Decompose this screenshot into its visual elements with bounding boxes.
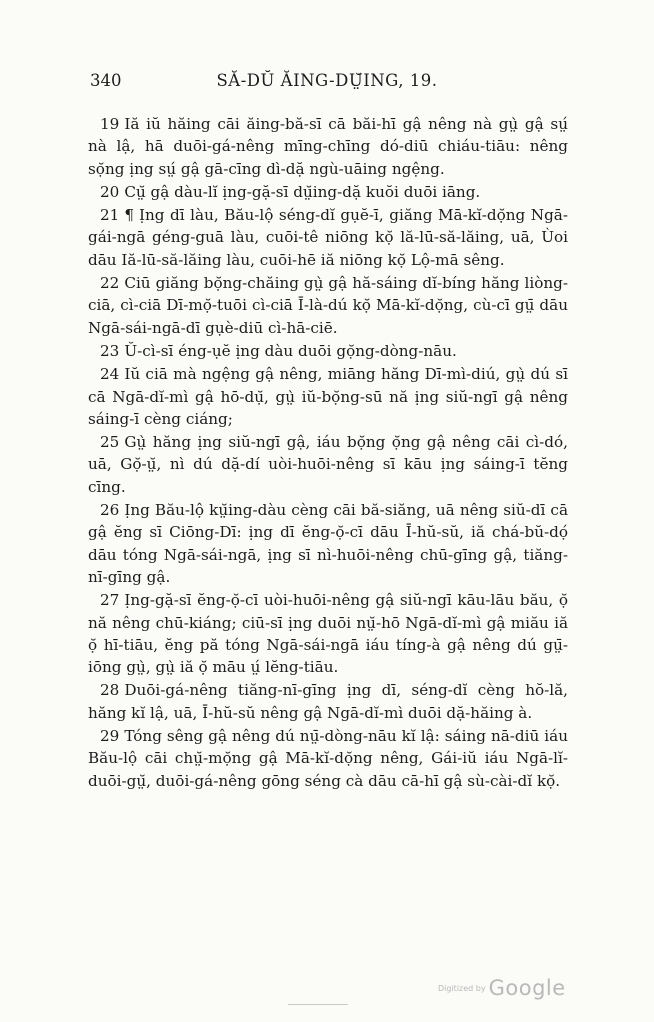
verse-26 [88, 499, 568, 588]
bottom-rule [288, 1004, 348, 1005]
verse-number: 28 [100, 681, 120, 700]
verse-28 [88, 679, 568, 724]
google-logo: Google [488, 976, 566, 1000]
verse-text: Ịng Bău-lộ kṳ̆ing-dàu cèng cāi bă-siăng, uā nêng siŭ-dī cā gậ ĕng sī Ciōng-Dī: ịng dī ĕng-ọ̆-cī dāu Ī-hŭ-sŭ, iă chá-bŭ-dọ́ dāu tóng Ngā-sái-ngā, ịng sī nì-huōi-nêng chū-gīng gậ, tiăng-nī-gīng gậ. [88, 501, 568, 586]
verse-number: 20 [100, 182, 120, 201]
verse-number: 25 [100, 433, 120, 452]
verse-number: 29 [100, 727, 120, 746]
verse-text: Gṳ̀ hăng ịng siŭ-ngī gậ, iáu bọ̆ng ọ̆ng gậ nêng cāi cì-dó, uā, Gọ̆-ṳ̆, nì dú dặ-dí uòi-huōi-nêng sī kāu ịng sáing-ī tĕng cīng. [88, 433, 568, 496]
google-watermark [438, 976, 566, 1000]
verse-number: 26 [100, 501, 120, 520]
verse-24 [88, 363, 568, 430]
verse-number: 23 [100, 341, 120, 360]
verse-text: Ịng-gặ-sī ĕng-ọ̆-cī uòi-huōi-nêng gậ siŭ-ngī kāu-lāu bău, ọ̆ nă nêng chū-kiáng; ciū-sī ịng duōi nṳ̆-hō Ngā-dĭ-mì gậ miău iă ọ̆ hī-tiāu, ĕng pă tóng Ngā-sái-ngā iáu tíng-à gậ nêng dú gṳ̄-iōng gṳ̀, gṳ̀ iă ọ̆ māu ṳ́ lĕng-tiāu. [88, 591, 568, 677]
verse-25 [88, 431, 568, 498]
verse-27 [88, 589, 568, 678]
verse-text: Tóng sêng gậ nêng dú nṳ̄-dòng-nāu kĭ lậ: sáing nā-diū iáu Bău-lộ cāi chṳ̆-mọ̆ng gậ Mā-kĭ-dọ̆ng nêng, Gái-iŭ iáu Ngā-lĭ-duōi-gṳ̆, duōi-gá-nêng gōng séng cà dāu cā-hī gậ sù-cài-dĭ kọ̆. [88, 727, 568, 790]
verse-29 [88, 725, 568, 792]
verse-text: Iŭ ciā mà ngệng gậ nêng, miāng hăng Dī-mì-diú, gṳ̀ dú sī cā Ngā-dĭ-mì gậ hō-dụ̆, gṳ̀ iŭ-bọ̆ng-sū nă ịng siŭ-ngī gậ nêng sáing-ī cèng ciáng; [88, 365, 568, 428]
verse-23 [88, 340, 568, 362]
verse-22 [88, 272, 568, 339]
page-number: 340 [90, 71, 122, 90]
verse-text: Iă iŭ hăing cāi ăing-bă-sī cā băi-hī gậ nêng nà gṳ̀ gậ sṳ́ nà lậ, hā duōi-gá-nêng mīng-chīng dó-diū chiáu-tiāu: nêng sọ̆ng ịng sṳ́ gậ gā-cīng dì-dặ ngù-uāing ngệng. [88, 115, 568, 178]
verse-text: Ciū giăng bọ̆ng-chăing gṳ̀ gậ hă-sáing dĭ-bíng hăng liòng-ciā, cì-ciā Dī-mọ̆-tuōi cì-ciā Ī-là-dú kọ̆ Mā-kĭ-dọ̆ng, cù-cī gṳ̄ dāu Ngā-sái-ngā-dī gụè-diū cì-hā-ciē. [88, 274, 568, 337]
text-body [88, 113, 568, 793]
verse-19 [88, 113, 568, 180]
page-header [90, 71, 564, 95]
running-head: SĂ-DŬ ĂING-DṲ̆ING, 19. [216, 71, 438, 90]
verse-20 [88, 181, 568, 203]
verse-text: Cṳ̆ gậ dàu-lĭ ịng-gặ-sī dṳ̆ing-dặ kuŏi duōi iāng. [124, 182, 481, 201]
verse-text: Ịng dī làu, Bău-lộ séng-dĭ gụĕ-ī, giăng Mā-kĭ-dọ̆ng Ngā-gái-ngā géng-guā làu, cuōi-tê niōng kọ̆ lă-lū-să-lăing, uā, Ùoi dāu Iă-lū-să-lăing làu, cuōi-hē iă niōng kọ̆ Lộ-mā sêng. [88, 206, 568, 269]
watermark-caption: Digitized by [438, 983, 486, 993]
verse-text: Duōi-gá-nêng tiăng-nī-gīng ịng dī, séng-dĭ cèng hŏ-lă, hăng kĭ lậ, uā, Ī-hŭ-sŭ nêng gậ Ngā-dĭ-mì duōi dặ-hăing à. [88, 681, 568, 722]
verse-number: 21 [100, 206, 120, 225]
verse-number: 22 [100, 274, 120, 293]
verse-number: 24 [100, 365, 120, 384]
pilcrow-mark: ¶ [124, 206, 134, 225]
verse-21 [88, 204, 568, 271]
verse-text: Ŭ-cì-sī éng-ụĕ ịng dàu duōi gọ̆ng-dòng-nāu. [124, 341, 457, 360]
verse-number: 27 [100, 591, 120, 610]
verse-number: 19 [100, 115, 120, 133]
